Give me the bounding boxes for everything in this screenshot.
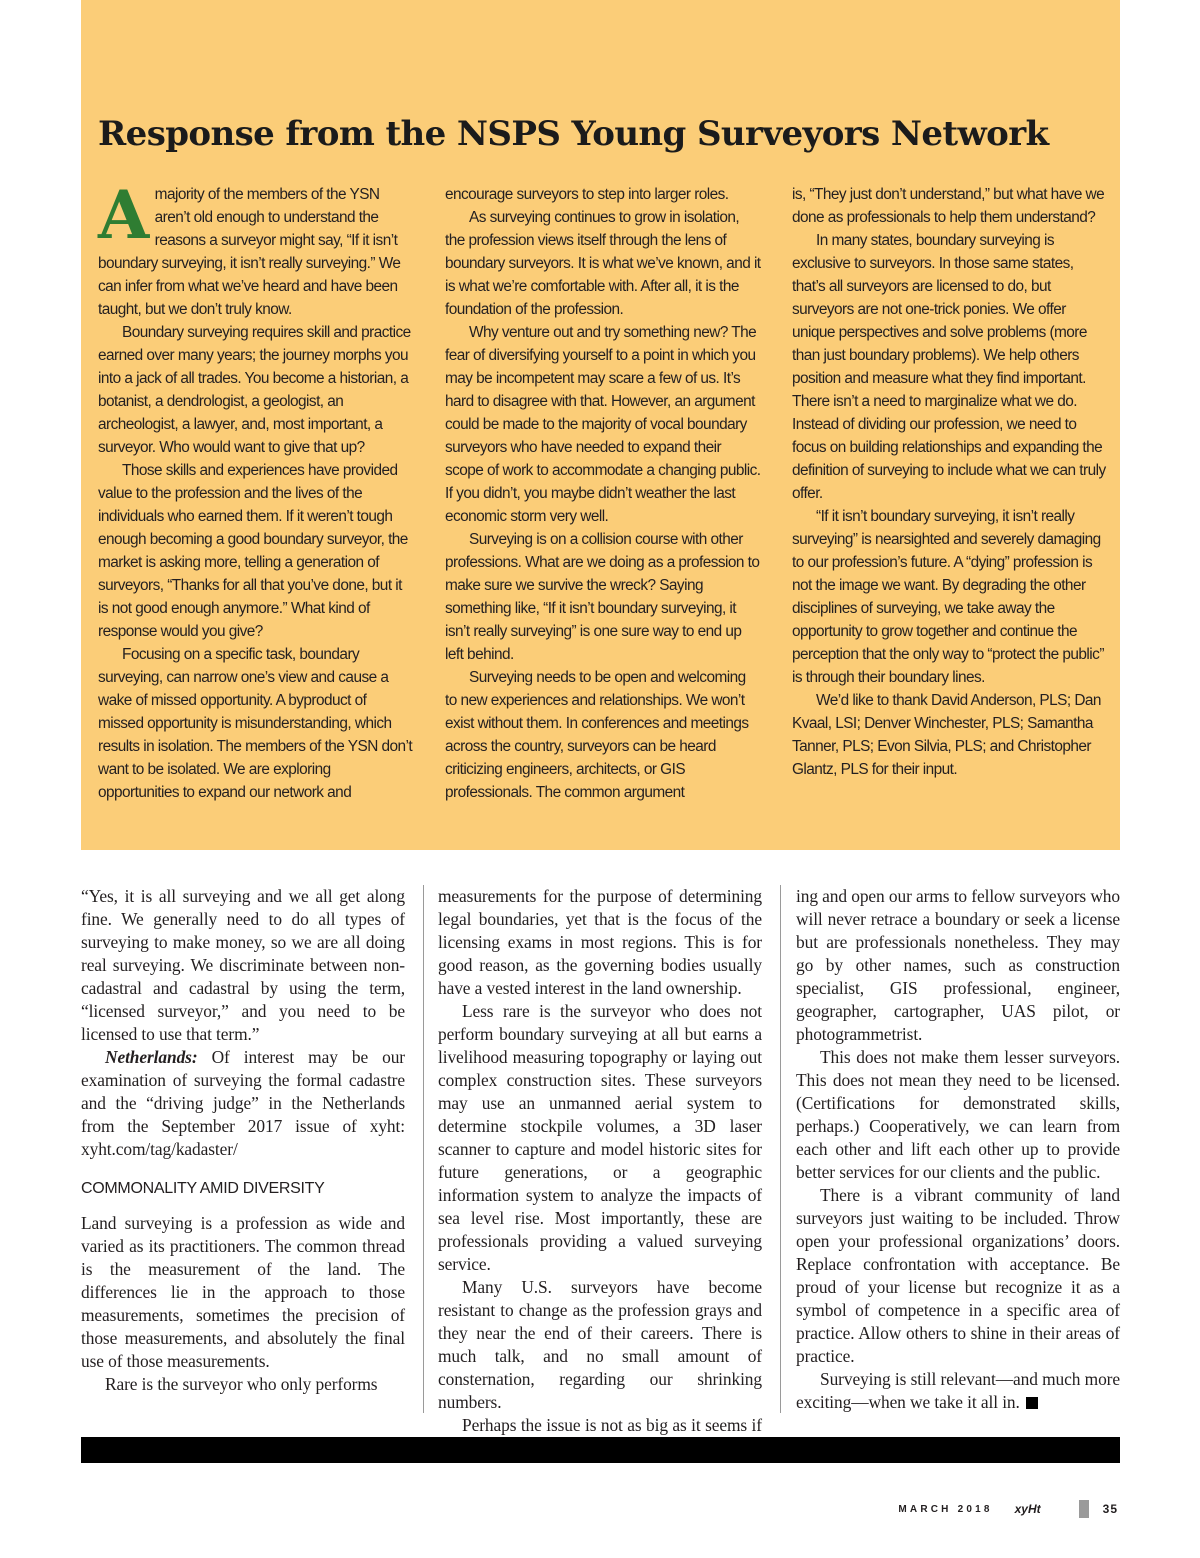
body-paragraph: measurements for the purpose of determining legal boundaries, yet that is the focus of the licensing exams in most regions. This is for good reason, as the governing bodies usually have a vested interest in the land ownership.: [438, 886, 762, 998]
sidebar-title: Response from the NSPS Young Surveyors Network: [98, 114, 1049, 154]
sidebar-paragraph: Why venture out and try something new? The fear of diversifying yourself to a point in which you may be incompetent may scare a few of us. It’s hard to disagree with that. However, an argument could be made to the majority of vocal boundary surveyors who have needed to expand their scope of work to accommodate a changing public. If you didn’t, you maybe didn’t weather the last economic storm very well.: [445, 324, 761, 525]
body-column-3: [796, 885, 1120, 1415]
issue-date: MARCH 2018: [898, 1503, 993, 1515]
body-paragraph: Many U.S. surveyors have become resistant to change as the profession grays and they near the end of their careers. There is much talk, and no small amount of consternation, regarding our shrinking numbers.: [438, 1277, 762, 1412]
footer-rule: [81, 1437, 1120, 1463]
sidebar-paragraph: Surveying needs to be open and welcoming to new experiences and relationships. We won’t exist without them. In conferences and meetings across the country, surveyors can be heard criticizing engineers, architects, or GIS professionals. The common argument: [445, 669, 749, 801]
body-paragraph: Less rare is the surveyor who does not perform boundary surveying at all but earns a livelihood measuring topography or laying out complex construction sites. These surveyors may use an unmanned aerial system to determine stockpile volumes, a 3D laser scanner to capture and model historic sites for future generations, or a geographic information system to analyze the impacts of sea level rise. Most importantly, these are professionals providing a valued surveying service.: [438, 1001, 762, 1274]
sidebar-paragraph: A majority of the members of the YSN aren’t old enough to understand the reasons a surveyor might say, “If it isn’t boundary surveying, it isn’t really surveying.” We can infer from what we’ve heard and have been taught, but we don’t truly know.: [98, 176, 401, 318]
body-paragraph: Netherlands: Of interest may be our examination of surveying the formal cadastre and the “driving judge” in the Netherlands from the September 2017 issue of xyht: xyht.com/tag/kadaster/: [81, 1047, 405, 1159]
sidebar-paragraph: As surveying continues to grow in isolation, the profession views itself through the lens of boundary surveyors. It is what we’ve known, and it is what we’re comfortable with. After all, it is the foundation of the profession.: [445, 209, 761, 318]
body-paragraph: Rare is the surveyor who only performs: [105, 1374, 378, 1394]
end-mark-icon: [1026, 1397, 1038, 1409]
section-heading: COMMONALITY AMID DIVERSITY: [81, 1180, 325, 1197]
sidebar-paragraph: Focusing on a specific task, boundary surveying, can narrow one’s view and cause a wake of missed opportunity. A byproduct of missed opportunity is misunderstanding, which results in isolation. The members of the YSN don’t want to be isolated. We are exploring opportunities to expand our network and: [98, 646, 413, 801]
sidebar-paragraph: In many states, boundary surveying is exclusive to surveyors. In those same states, that’s all surveyors are licensed to do, but surveyors are not one-trick ponies. We offer unique perspectives and solve problems (more than just boundary problems). We help others position and measure what they find important. There isn’t a need to marginalize what we do. Instead of dividing our profession, we need to focus on building relationships and expanding the definition of surveying to include what we can truly offer.: [792, 232, 1106, 502]
body-column-1: [81, 885, 405, 1415]
body-paragraph: ing and open our arms to fellow surveyors who will never retrace a boundary or seek a license but are professionals nonetheless. They may go by other names, such as construction specialist, GIS professional, engineer, geographer, cartographer, UAS pilot, or photogrammetrist.: [796, 886, 1120, 1044]
body-paragraph: There is a vibrant community of land surveyors just waiting to be included. Throw open your professional organizations’ doors. Replace confrontation with acceptance. Be proud of your license but recognize it as a symbol of competence in a specific area of practice. Allow others to shine in their areas of practice.: [796, 1185, 1120, 1366]
sidebar-column-3: [792, 183, 1108, 833]
sidebar-paragraph: Surveying is on a collision course with other professions. What are we doing as a profession to make sure we survive the wreck? Saying something like, “If it isn’t boundary surveying, it isn’t really surveying” is one sure way to end up left behind.: [445, 531, 760, 663]
sidebar-paragraph: encourage surveyors to step into larger roles.: [445, 186, 729, 203]
column-divider: [780, 885, 781, 1413]
sidebar-column-2: [445, 183, 761, 833]
body-paragraph: Perhaps the issue is not as big as it seems if: [462, 1415, 762, 1435]
sidebar-paragraph: We’d like to thank David Anderson, PLS; Dan Kvaal, LSI; Denver Winchester, PLS; Samantha Tanner, PLS; Evon Silvia, PLS; and Christopher Glantz, PLS for their input.: [792, 692, 1101, 778]
page-number: 35: [1102, 1502, 1118, 1516]
sidebar-paragraph: Boundary surveying requires skill and practice earned over many years; the journey morphs you into a jack of all trades. You become a historian, a botanist, a dendrologist, a geologist, an archeologist, a lawyer, and, most important, a surveyor. Who would want to give that up?: [98, 324, 411, 456]
body-paragraph: Land surveying is a profession as wide and varied as its practitioners. The common thread is the measurement of the land. The differences lie in the approach to those measurements, sometimes the precision of those measurements, and absolutely the final use of those measurements.: [81, 1213, 405, 1371]
footer-marker: [1079, 1500, 1089, 1518]
body-paragraph: “Yes, it is all surveying and we all get along fine. We generally need to do all types of surveying to make money, so we are all doing real surveying. We discriminate between non-cadastral and cadastral by using the term, “licensed surveyor,” and you need to be licensed to use that term.”: [81, 886, 405, 1044]
sidebar-paragraph: Those skills and experiences have provided value to the profession and the lives of the individuals who earned them. If it weren’t tough enough becoming a good boundary surveyor, the market is asking more, telling a generation of surveyors, “Thanks for all that you’ve done, but it is not good enough anymore.” What kind of response would you give?: [98, 462, 408, 640]
magazine-logo: xyHt: [1014, 1502, 1041, 1516]
netherlands-label: Netherlands:: [105, 1047, 198, 1067]
sidebar-column-1: [98, 176, 414, 833]
sidebar-paragraph: “If it isn’t boundary surveying, it isn’t really surveying” is nearsighted and severely damaging to our profession’s future. A “dying” profession is not the image we want. By degrading the other disciplines of surveying, we take away the opportunity to grow together and continue the perception that the only way to “protect the public” is through their boundary lines.: [792, 508, 1104, 686]
body-paragraph: This does not make them lesser surveyors. This does not mean they need to be licensed. (Certifications for demonstrated skills, perhaps.) Cooperatively, we can learn from each other and lift each other up to provide better services for our clients and the public.: [796, 1047, 1120, 1182]
body-paragraph: Surveying is still relevant—and much more exciting—when we take it all in.: [796, 1369, 1120, 1412]
drop-cap: A: [98, 176, 149, 254]
page-footer: [898, 1500, 1118, 1518]
column-divider: [423, 885, 424, 1413]
sidebar-paragraph: is, “They just don’t understand,” but what have we done as professionals to help them understand?: [792, 186, 1105, 226]
body-column-2: [438, 885, 762, 1435]
